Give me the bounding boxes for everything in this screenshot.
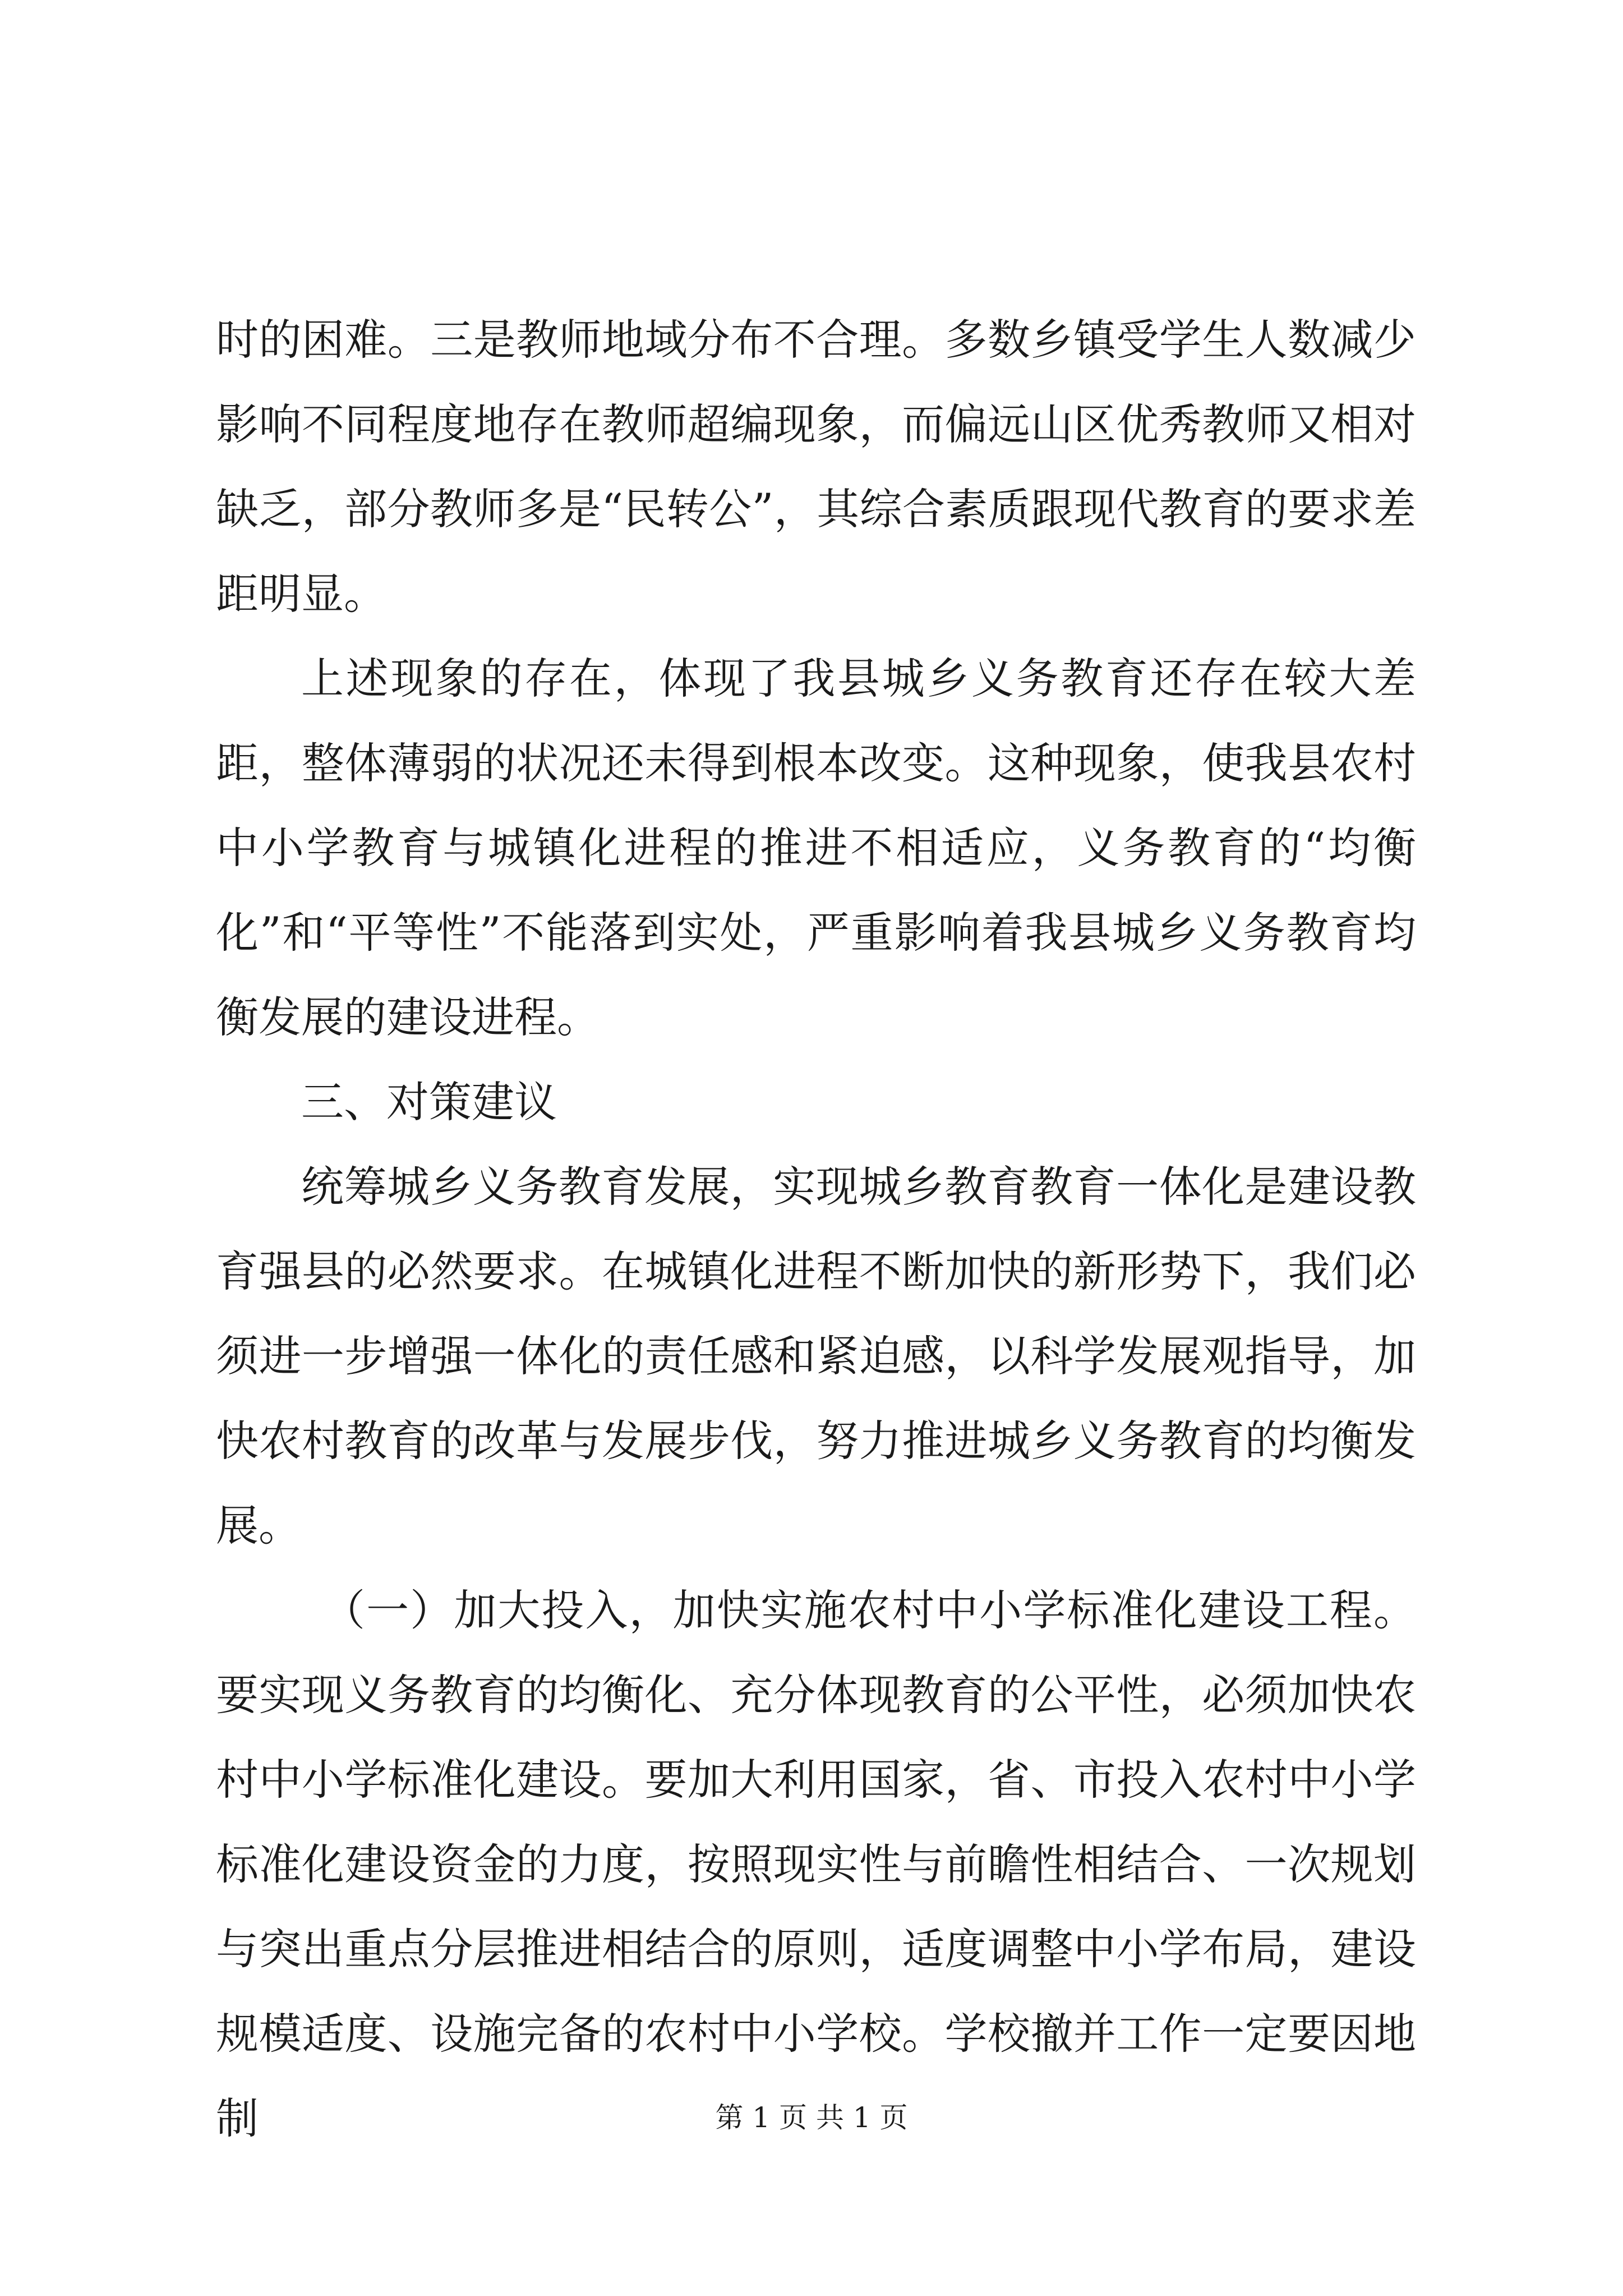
paragraph-standardization: （一）加大投入，加快实施农村中小学标准化建设工程。要实现义务教育的均衡化、充分体现教育的公平性，必须加快农村中小学标准化建设。要加大利用国家，省、市投入农村中小学标准化建设资金的力度，按照现实性与前瞻性相结合、一次规划与突出重点分层推进相结合的原则，适度调整中小学布局，建设规模适度、设施完备的农村中小学校。学校撤并工作一定要因地制 [216,1585,1416,2143]
paragraph-teacher-distribution: 时的困难。三是教师地域分布不合理。多数乡镇受学生人数减少影响不同程度地存在教师超编现象，而偏远山区优秀教师又相对缺乏，部分教师多是“民转公”，其综合素质跟现代教育的要求差距明显。 [216,315,1416,619]
page-footer: 第 1 页 共 1 页 [715,2101,908,2134]
paragraph-integration: 统筹城乡义务教育发展，实现城乡教育教育一体化是建设教育强县的必然要求。在城镇化进程不断加快的新形势下，我们必须进一步增强一体化的责任感和紧迫感，以科学发展观指导，加快农村教育的改革与发展步伐，努力推进城乡义务教育的均衡发展。 [216,1162,1416,1550]
paragraph-urban-rural-gap: 上述现象的存在，体现了我县城乡义务教育还存在较大差距，整体薄弱的状况还未得到根本改变。这种现象，使我县农村中小学教育与城镇化进程的推进不相适应，义务教育的“均衡化”和“平等性”不能落到实处，严重影响着我县城乡义务教育均衡发展的建设进程。 [216,654,1416,1042]
section-heading-countermeasures: 三、对策建议 [301,1077,557,1127]
document-body [216,297,1416,2161]
